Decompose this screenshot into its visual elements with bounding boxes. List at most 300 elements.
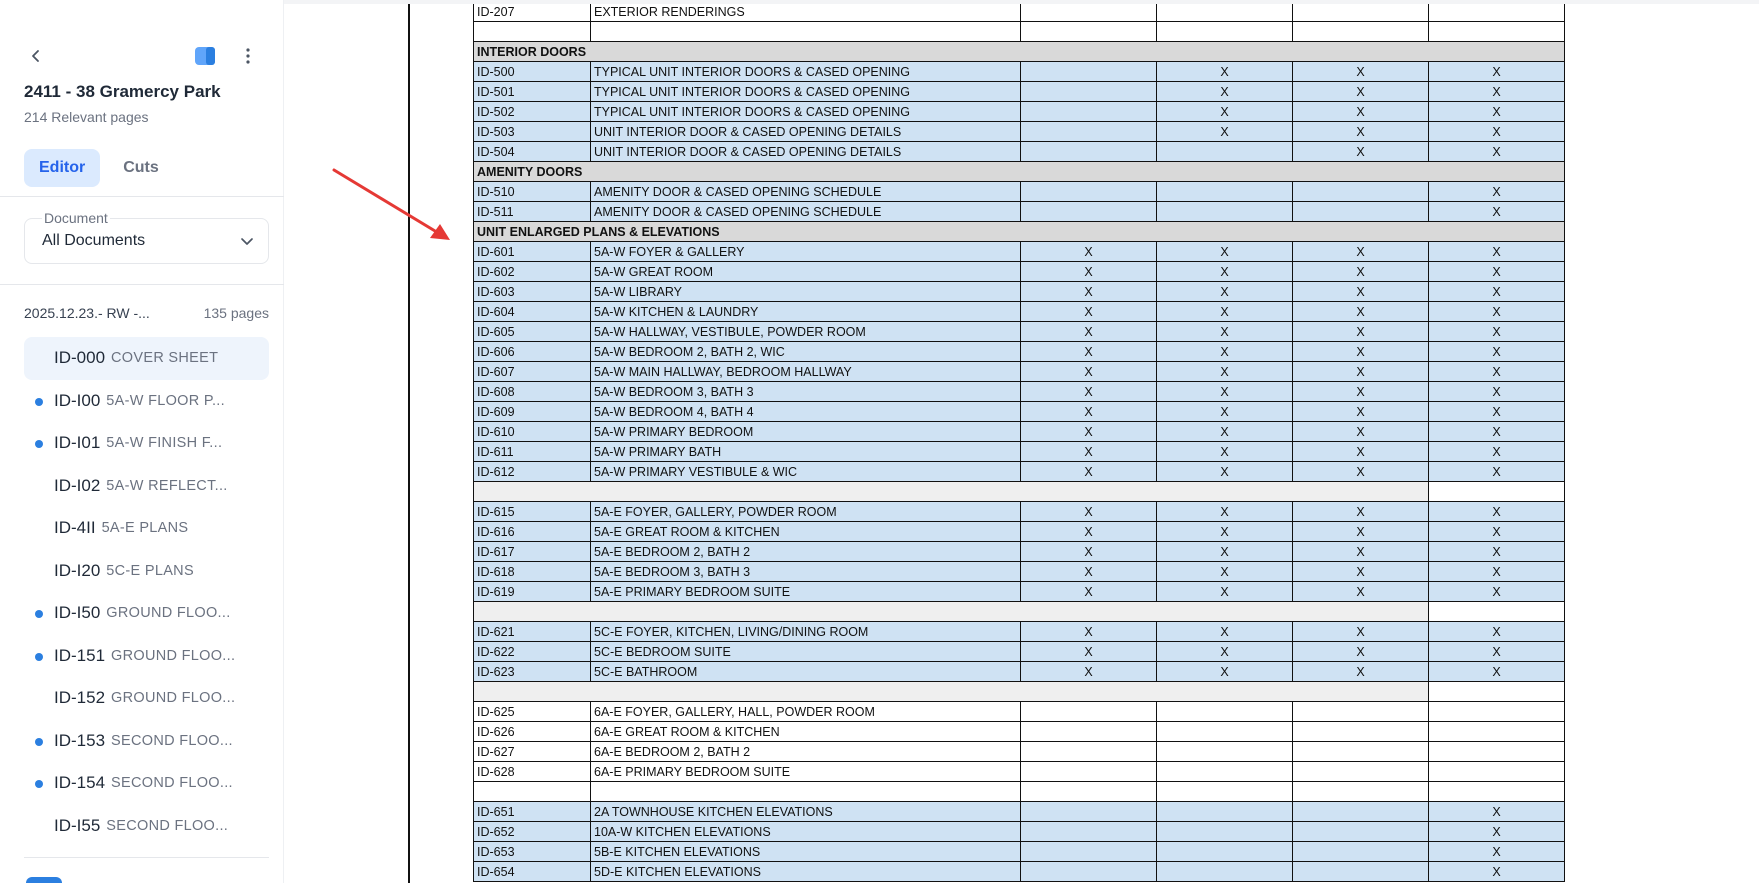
sheet-name: 5A-W REFLECT... bbox=[106, 477, 228, 494]
sheet-code: ID-000 bbox=[54, 348, 106, 368]
sidebar bbox=[0, 0, 284, 883]
document-select-label: Document bbox=[44, 210, 108, 226]
issue-mark-cell: X bbox=[1157, 662, 1293, 682]
issue-mark-cell: X bbox=[1429, 442, 1565, 462]
table-row bbox=[474, 262, 1565, 282]
issue-mark-cell bbox=[1021, 82, 1157, 102]
issue-mark-cell bbox=[1157, 722, 1293, 742]
issue-mark-cell: X bbox=[1293, 582, 1429, 602]
sheet-title-cell: 6A-E FOYER, GALLERY, HALL, POWDER ROOM bbox=[591, 702, 1021, 722]
issue-mark-cell: X bbox=[1429, 842, 1565, 862]
unread-dot-icon bbox=[35, 398, 43, 406]
mode-tabs bbox=[24, 149, 174, 187]
sheet-code: ID-154 bbox=[54, 773, 106, 793]
section-title: UNIT ENLARGED PLANS & ELEVATIONS bbox=[474, 222, 1565, 242]
issue-mark-cell: X bbox=[1021, 462, 1157, 482]
table-row bbox=[474, 502, 1565, 522]
sheet-item[interactable] bbox=[24, 805, 269, 848]
page-border-line bbox=[408, 4, 410, 883]
issue-mark-cell: X bbox=[1429, 182, 1565, 202]
sheet-title-cell: 6A-E BEDROOM 2, BATH 2 bbox=[591, 742, 1021, 762]
sheet-number-cell: ID-601 bbox=[474, 242, 591, 262]
sheet-number-cell: ID-501 bbox=[474, 82, 591, 102]
issue-mark-cell: X bbox=[1429, 502, 1565, 522]
relevant-pages-count: 214 Relevant pages bbox=[24, 109, 149, 125]
issue-mark-cell: X bbox=[1293, 82, 1429, 102]
issue-mark-cell bbox=[1429, 742, 1565, 762]
unread-dot-icon bbox=[35, 738, 43, 746]
sheet-title-cell: 5C-E FOYER, KITCHEN, LIVING/DINING ROOM bbox=[591, 622, 1021, 642]
sheet-item[interactable] bbox=[24, 720, 269, 763]
divider bbox=[24, 857, 269, 858]
issue-mark-cell: X bbox=[1429, 142, 1565, 162]
issue-mark-cell: X bbox=[1157, 82, 1293, 102]
document-viewer[interactable] bbox=[285, 4, 1759, 883]
issue-mark-cell: X bbox=[1021, 322, 1157, 342]
issue-mark-cell: X bbox=[1293, 62, 1429, 82]
issue-mark-cell: X bbox=[1429, 522, 1565, 542]
unread-dot-icon bbox=[35, 610, 43, 618]
issue-mark-cell: X bbox=[1429, 862, 1565, 882]
sheet-number-cell: ID-608 bbox=[474, 382, 591, 402]
issue-mark-cell bbox=[1293, 802, 1429, 822]
table-row bbox=[474, 102, 1565, 122]
spacer-cell bbox=[1429, 682, 1565, 702]
issue-mark-cell: X bbox=[1157, 262, 1293, 282]
issue-mark-cell bbox=[1293, 4, 1429, 22]
table-row bbox=[474, 842, 1565, 862]
issue-mark-cell bbox=[1293, 722, 1429, 742]
sheet-title-cell: 5A-E BEDROOM 2, BATH 2 bbox=[591, 542, 1021, 562]
spacer-cell bbox=[591, 782, 1021, 802]
issue-mark-cell: X bbox=[1429, 662, 1565, 682]
document-select[interactable] bbox=[24, 210, 269, 264]
issue-mark-cell: X bbox=[1429, 102, 1565, 122]
issue-mark-cell bbox=[1021, 62, 1157, 82]
sheet-number-cell: ID-603 bbox=[474, 282, 591, 302]
spacer-cell bbox=[1021, 782, 1157, 802]
sheet-item[interactable] bbox=[24, 422, 269, 465]
issue-mark-cell: X bbox=[1293, 362, 1429, 382]
spacer-cell bbox=[1021, 22, 1157, 42]
issue-mark-cell: X bbox=[1293, 142, 1429, 162]
sheet-number-cell: ID-627 bbox=[474, 742, 591, 762]
issue-mark-cell bbox=[1021, 122, 1157, 142]
issue-mark-cell: X bbox=[1293, 462, 1429, 482]
issue-mark-cell bbox=[1157, 802, 1293, 822]
table-row bbox=[474, 422, 1565, 442]
sheet-number-cell: ID-500 bbox=[474, 62, 591, 82]
issue-mark-cell: X bbox=[1021, 342, 1157, 362]
issue-mark-cell: X bbox=[1293, 622, 1429, 642]
issue-mark-cell bbox=[1021, 182, 1157, 202]
issue-mark-cell bbox=[1021, 722, 1157, 742]
sheet-title-cell: EXTERIOR RENDERINGS bbox=[591, 4, 1021, 22]
spacer-cell bbox=[1429, 782, 1565, 802]
sheet-name: 5A-W FLOOR P... bbox=[106, 392, 225, 409]
issue-mark-cell bbox=[1157, 862, 1293, 882]
table-row bbox=[474, 622, 1565, 642]
issue-mark-cell: X bbox=[1293, 562, 1429, 582]
document-group-name: 2025.12.23.- RW -... bbox=[24, 305, 150, 321]
spacer-cell bbox=[474, 682, 1429, 702]
issue-mark-cell bbox=[1293, 742, 1429, 762]
issue-mark-cell: X bbox=[1429, 402, 1565, 422]
section-header-row bbox=[474, 162, 1565, 182]
issue-mark-cell: X bbox=[1157, 502, 1293, 522]
sheet-number-cell: ID-511 bbox=[474, 202, 591, 222]
table-row bbox=[474, 742, 1565, 762]
table-row bbox=[474, 862, 1565, 882]
table-row bbox=[474, 662, 1565, 682]
issue-mark-cell bbox=[1157, 742, 1293, 762]
sheet-title-cell: UNIT INTERIOR DOOR & CASED OPENING DETAILS bbox=[591, 142, 1021, 162]
issue-mark-cell: X bbox=[1157, 402, 1293, 422]
issue-mark-cell: X bbox=[1293, 242, 1429, 262]
issue-mark-cell: X bbox=[1157, 522, 1293, 542]
sheet-code: ID-152 bbox=[54, 688, 106, 708]
issue-mark-cell: X bbox=[1021, 302, 1157, 322]
sheet-title-cell: 5C-E BATHROOM bbox=[591, 662, 1021, 682]
issue-mark-cell: X bbox=[1293, 102, 1429, 122]
issue-mark-cell: X bbox=[1157, 282, 1293, 302]
sheet-title-cell: 5D-E KITCHEN ELEVATIONS bbox=[591, 862, 1021, 882]
issue-mark-cell: X bbox=[1429, 322, 1565, 342]
tab-editor[interactable]: Editor bbox=[24, 149, 100, 187]
issue-mark-cell: X bbox=[1429, 542, 1565, 562]
issue-mark-cell: X bbox=[1429, 262, 1565, 282]
sheet-number-cell: ID-622 bbox=[474, 642, 591, 662]
issue-mark-cell bbox=[1021, 702, 1157, 722]
sheet-code: ID-I02 bbox=[54, 475, 101, 495]
sheet-code: ID-I50 bbox=[54, 603, 101, 623]
sheet-title-cell: 5A-W PRIMARY BEDROOM bbox=[591, 422, 1021, 442]
spacer-cell bbox=[1429, 482, 1565, 502]
sheet-title-cell: 5A-W LIBRARY bbox=[591, 282, 1021, 302]
issue-mark-cell: X bbox=[1157, 122, 1293, 142]
issue-mark-cell: X bbox=[1021, 402, 1157, 422]
sheet-item[interactable] bbox=[24, 337, 269, 380]
issue-mark-cell: X bbox=[1021, 442, 1157, 462]
issue-mark-cell bbox=[1157, 702, 1293, 722]
issue-mark-cell bbox=[1293, 202, 1429, 222]
sheet-title-cell: 5A-W BEDROOM 4, BATH 4 bbox=[591, 402, 1021, 422]
issue-mark-cell: X bbox=[1429, 462, 1565, 482]
divider bbox=[0, 196, 284, 197]
sheet-number-cell: ID-503 bbox=[474, 122, 591, 142]
table-row bbox=[474, 402, 1565, 422]
table-row bbox=[474, 362, 1565, 382]
table-row bbox=[474, 382, 1565, 402]
issue-mark-cell: X bbox=[1429, 62, 1565, 82]
issue-mark-cell bbox=[1157, 142, 1293, 162]
issue-mark-cell: X bbox=[1429, 242, 1565, 262]
back-button[interactable] bbox=[24, 44, 48, 68]
sheet-number-cell: ID-618 bbox=[474, 562, 591, 582]
issue-mark-cell: X bbox=[1021, 642, 1157, 662]
sheet-item[interactable] bbox=[24, 550, 269, 593]
issue-mark-cell: X bbox=[1429, 282, 1565, 302]
sheet-code: ID-I01 bbox=[54, 433, 101, 453]
document-group-count: 135 pages bbox=[203, 305, 269, 321]
issue-mark-cell bbox=[1293, 842, 1429, 862]
issue-mark-cell: X bbox=[1021, 242, 1157, 262]
more-vertical-icon bbox=[246, 48, 250, 64]
section-header-row bbox=[474, 42, 1565, 62]
unread-dot-icon bbox=[35, 653, 43, 661]
issue-mark-cell: X bbox=[1157, 462, 1293, 482]
sheet-item[interactable] bbox=[24, 677, 269, 720]
issue-mark-cell: X bbox=[1157, 302, 1293, 322]
unread-dot-icon bbox=[35, 440, 43, 448]
issue-mark-cell bbox=[1293, 822, 1429, 842]
sheet-number-cell: ID-502 bbox=[474, 102, 591, 122]
sheet-item[interactable] bbox=[24, 762, 269, 805]
sheet-item[interactable] bbox=[24, 635, 269, 678]
issue-mark-cell: X bbox=[1157, 642, 1293, 662]
sheet-number-cell: ID-651 bbox=[474, 802, 591, 822]
issue-mark-cell bbox=[1429, 4, 1565, 22]
issue-mark-cell bbox=[1293, 182, 1429, 202]
section-title: INTERIOR DOORS bbox=[474, 42, 1565, 62]
table-row bbox=[474, 642, 1565, 662]
sheet-title-cell: 6A-E GREAT ROOM & KITCHEN bbox=[591, 722, 1021, 742]
table-row bbox=[474, 442, 1565, 462]
issue-mark-cell: X bbox=[1021, 622, 1157, 642]
spacer-cell bbox=[1429, 22, 1565, 42]
table-row bbox=[474, 82, 1565, 102]
spacer-cell bbox=[591, 22, 1021, 42]
issue-mark-cell: X bbox=[1157, 102, 1293, 122]
bottom-action-button[interactable] bbox=[26, 877, 62, 883]
issue-mark-cell: X bbox=[1021, 422, 1157, 442]
sheet-title-cell: 5A-W PRIMARY BATH bbox=[591, 442, 1021, 462]
issue-mark-cell bbox=[1293, 862, 1429, 882]
issue-mark-cell bbox=[1021, 142, 1157, 162]
table-row bbox=[474, 722, 1565, 742]
issue-mark-cell: X bbox=[1293, 502, 1429, 522]
table-row bbox=[474, 282, 1565, 302]
spacer-cell bbox=[474, 782, 591, 802]
sheet-number-cell: ID-652 bbox=[474, 822, 591, 842]
table-row bbox=[474, 522, 1565, 542]
sheet-number-cell: ID-621 bbox=[474, 622, 591, 642]
sheet-number-cell: ID-611 bbox=[474, 442, 591, 462]
issue-mark-cell: X bbox=[1429, 642, 1565, 662]
issue-mark-cell bbox=[1021, 862, 1157, 882]
issue-mark-cell: X bbox=[1429, 562, 1565, 582]
table-row bbox=[474, 142, 1565, 162]
sheet-number-cell: ID-510 bbox=[474, 182, 591, 202]
table-row bbox=[474, 582, 1565, 602]
sheet-number-cell: ID-625 bbox=[474, 702, 591, 722]
chevron-left-icon bbox=[29, 49, 43, 63]
sheet-title-cell: UNIT INTERIOR DOOR & CASED OPENING DETAILS bbox=[591, 122, 1021, 142]
spacer-cell bbox=[474, 22, 591, 42]
issue-mark-cell: X bbox=[1293, 302, 1429, 322]
issue-mark-cell: X bbox=[1429, 362, 1565, 382]
issue-mark-cell: X bbox=[1021, 582, 1157, 602]
issue-mark-cell bbox=[1157, 842, 1293, 862]
project-title: 2411 - 38 Gramercy Park bbox=[24, 82, 221, 101]
issue-mark-cell: X bbox=[1157, 322, 1293, 342]
unread-dot-icon bbox=[35, 780, 43, 788]
sheet-number-cell: ID-616 bbox=[474, 522, 591, 542]
issue-mark-cell bbox=[1157, 762, 1293, 782]
sheet-title-cell: TYPICAL UNIT INTERIOR DOORS & CASED OPENING bbox=[591, 62, 1021, 82]
table-row bbox=[474, 762, 1565, 782]
sheet-name: SECOND FLOO... bbox=[106, 817, 229, 834]
sheet-number-cell: ID-605 bbox=[474, 322, 591, 342]
sheet-number-cell: ID-609 bbox=[474, 402, 591, 422]
issue-mark-cell: X bbox=[1021, 662, 1157, 682]
issue-mark-cell: X bbox=[1293, 442, 1429, 462]
spacer-cell bbox=[1157, 782, 1293, 802]
issue-mark-cell: X bbox=[1429, 582, 1565, 602]
sheet-number-cell: ID-606 bbox=[474, 342, 591, 362]
sheet-title-cell: 5C-E BEDROOM SUITE bbox=[591, 642, 1021, 662]
issue-mark-cell: X bbox=[1157, 582, 1293, 602]
sheet-title-cell: 5A-W BEDROOM 3, BATH 3 bbox=[591, 382, 1021, 402]
sheet-number-cell: ID-207 bbox=[474, 4, 591, 22]
spacer-cell bbox=[474, 602, 1429, 622]
sheet-name: GROUND FLOO... bbox=[111, 647, 236, 664]
panel-toggle-button[interactable] bbox=[194, 46, 216, 66]
sheet-item[interactable] bbox=[24, 507, 269, 550]
sheet-number-cell: ID-615 bbox=[474, 502, 591, 522]
sheet-item[interactable] bbox=[24, 465, 269, 508]
issue-mark-cell bbox=[1157, 202, 1293, 222]
issue-mark-cell: X bbox=[1429, 202, 1565, 222]
issue-mark-cell: X bbox=[1021, 262, 1157, 282]
sheet-number-cell: ID-653 bbox=[474, 842, 591, 862]
issue-mark-cell: X bbox=[1293, 122, 1429, 142]
issue-mark-cell: X bbox=[1021, 382, 1157, 402]
sheet-number-cell: ID-604 bbox=[474, 302, 591, 322]
table-row bbox=[474, 562, 1565, 582]
sheet-name: SECOND FLOO... bbox=[111, 775, 233, 792]
issue-mark-cell: X bbox=[1157, 342, 1293, 362]
table-row bbox=[474, 302, 1565, 322]
sheet-name: COVER SHEET bbox=[111, 350, 219, 367]
issue-mark-cell bbox=[1021, 762, 1157, 782]
issue-mark-cell: X bbox=[1293, 642, 1429, 662]
sheet-code: ID-I55 bbox=[54, 815, 101, 835]
spacer-row bbox=[474, 482, 1565, 502]
table-row bbox=[474, 62, 1565, 82]
sheet-name: SECOND FLOO... bbox=[111, 732, 233, 749]
sheet-number-cell: ID-602 bbox=[474, 262, 591, 282]
sheet-number-cell: ID-654 bbox=[474, 862, 591, 882]
section-header-row bbox=[474, 222, 1565, 242]
issue-mark-cell: X bbox=[1157, 382, 1293, 402]
sheet-number-cell: ID-623 bbox=[474, 662, 591, 682]
issue-mark-cell: X bbox=[1157, 422, 1293, 442]
issue-mark-cell bbox=[1429, 702, 1565, 722]
spacer-cell bbox=[474, 482, 1429, 502]
table-row bbox=[474, 182, 1565, 202]
issue-mark-cell: X bbox=[1157, 242, 1293, 262]
issue-mark-cell: X bbox=[1293, 382, 1429, 402]
sheet-title-cell: TYPICAL UNIT INTERIOR DOORS & CASED OPENING bbox=[591, 102, 1021, 122]
sheet-code: ID-I00 bbox=[54, 390, 101, 410]
issue-mark-cell: X bbox=[1157, 442, 1293, 462]
issue-mark-cell: X bbox=[1293, 522, 1429, 542]
drawing-schedule-table bbox=[473, 4, 1565, 882]
issue-mark-cell bbox=[1021, 822, 1157, 842]
table-row bbox=[474, 462, 1565, 482]
sheet-title-cell: 6A-E PRIMARY BEDROOM SUITE bbox=[591, 762, 1021, 782]
sheet-title-cell: 5A-E FOYER, GALLERY, POWDER ROOM bbox=[591, 502, 1021, 522]
more-options-button[interactable] bbox=[238, 44, 258, 68]
sheet-title-cell: AMENITY DOOR & CASED OPENING SCHEDULE bbox=[591, 202, 1021, 222]
sheet-name: 5C-E PLANS bbox=[106, 562, 194, 579]
issue-mark-cell bbox=[1021, 102, 1157, 122]
section-title: AMENITY DOORS bbox=[474, 162, 1565, 182]
sheet-number-cell: ID-617 bbox=[474, 542, 591, 562]
issue-mark-cell: X bbox=[1021, 522, 1157, 542]
sheet-name: 5A-W FINISH F... bbox=[106, 435, 223, 452]
issue-mark-cell bbox=[1157, 182, 1293, 202]
issue-mark-cell bbox=[1293, 702, 1429, 722]
issue-mark-cell bbox=[1157, 4, 1293, 22]
issue-mark-cell: X bbox=[1429, 382, 1565, 402]
sheet-item[interactable] bbox=[24, 380, 269, 423]
sidebar-header bbox=[24, 44, 264, 68]
issue-mark-cell: X bbox=[1293, 262, 1429, 282]
table-row bbox=[474, 4, 1565, 22]
sheet-title-cell: 5A-W FOYER & GALLERY bbox=[591, 242, 1021, 262]
document-group-header[interactable] bbox=[24, 305, 269, 325]
issue-mark-cell bbox=[1429, 722, 1565, 742]
issue-mark-cell: X bbox=[1157, 622, 1293, 642]
tab-cuts[interactable]: Cuts bbox=[123, 159, 159, 176]
table-row bbox=[474, 122, 1565, 142]
table-row bbox=[474, 542, 1565, 562]
issue-mark-cell: X bbox=[1429, 622, 1565, 642]
spacer-row bbox=[474, 22, 1565, 42]
issue-mark-cell: X bbox=[1293, 342, 1429, 362]
issue-mark-cell: X bbox=[1429, 822, 1565, 842]
sheet-number-cell: ID-612 bbox=[474, 462, 591, 482]
chevron-down-icon bbox=[240, 234, 254, 248]
issue-mark-cell: X bbox=[1021, 502, 1157, 522]
issue-mark-cell: X bbox=[1021, 282, 1157, 302]
table-row bbox=[474, 802, 1565, 822]
table-row bbox=[474, 242, 1565, 262]
sheet-name: 5A-E PLANS bbox=[101, 520, 189, 537]
spacer-row bbox=[474, 602, 1565, 622]
table-row bbox=[474, 342, 1565, 362]
issue-mark-cell: X bbox=[1429, 342, 1565, 362]
sheet-title-cell: 5A-W MAIN HALLWAY, BEDROOM HALLWAY bbox=[591, 362, 1021, 382]
issue-mark-cell: X bbox=[1293, 422, 1429, 442]
table-row bbox=[474, 702, 1565, 722]
issue-mark-cell: X bbox=[1021, 362, 1157, 382]
sheet-number-cell: ID-619 bbox=[474, 582, 591, 602]
sheet-list bbox=[24, 337, 269, 847]
sheet-title-cell: TYPICAL UNIT INTERIOR DOORS & CASED OPENING bbox=[591, 82, 1021, 102]
issue-mark-cell bbox=[1429, 762, 1565, 782]
issue-mark-cell: X bbox=[1157, 62, 1293, 82]
sheet-code: ID-I20 bbox=[54, 560, 101, 580]
issue-mark-cell: X bbox=[1021, 542, 1157, 562]
issue-mark-cell bbox=[1021, 4, 1157, 22]
sheet-title-cell: AMENITY DOOR & CASED OPENING SCHEDULE bbox=[591, 182, 1021, 202]
spacer-cell bbox=[1293, 782, 1429, 802]
issue-mark-cell bbox=[1021, 742, 1157, 762]
sheet-item[interactable] bbox=[24, 592, 269, 635]
